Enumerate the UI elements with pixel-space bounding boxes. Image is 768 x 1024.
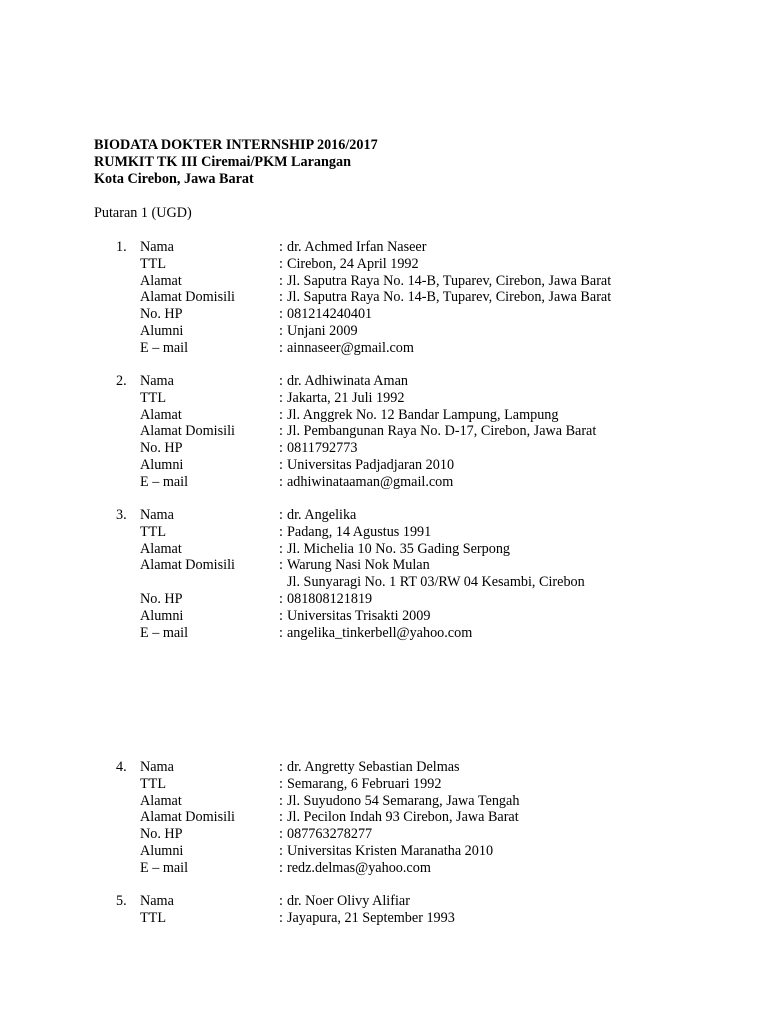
field-label: TTL	[140, 255, 166, 272]
row-nama	[0, 893, 768, 910]
colon: :	[279, 423, 283, 440]
field-value: Jakarta, 21 Juli 1992	[287, 389, 405, 406]
field-label: Nama	[140, 893, 174, 909]
field-value: Semarang, 6 Februari 1992	[287, 775, 442, 792]
colon: :	[279, 523, 283, 540]
colon: :	[279, 289, 283, 306]
colon: :	[279, 624, 283, 641]
field-label: Nama	[140, 239, 174, 255]
row-ttl	[0, 910, 768, 927]
field-label: Alamat	[140, 272, 182, 289]
row-alamat	[0, 407, 768, 424]
colon: :	[279, 322, 283, 339]
field-label: Alumni	[140, 456, 184, 473]
row-no-hp	[0, 591, 768, 608]
field-value: Jl. Pembangunan Raya No. D-17, Cirebon, Jawa Barat	[287, 423, 597, 440]
field-value: Jl. Michelia 10 No. 35 Gading Serpong	[287, 540, 511, 557]
field-label: Alamat Domisili	[140, 557, 235, 574]
row-alamat	[0, 541, 768, 558]
field-value: 081214240401	[287, 306, 373, 323]
doctor-entry-2	[0, 373, 768, 491]
field-label: E – mail	[140, 339, 189, 356]
colon: :	[279, 893, 283, 909]
field-label: Alamat	[140, 540, 182, 557]
entry-number: 1.	[116, 239, 127, 255]
field-value: Universitas Padjadjaran 2010	[287, 456, 455, 473]
row-no-hp	[0, 306, 768, 323]
field-label: No. HP	[140, 306, 183, 323]
field-value: Jl. Pecilon Indah 93 Cirebon, Jawa Barat	[287, 809, 519, 826]
field-label: Nama	[140, 759, 174, 775]
field-label: TTL	[140, 909, 166, 926]
field-value: Universitas Trisakti 2009	[287, 607, 431, 624]
field-value: Jayapura, 21 September 1993	[287, 909, 455, 926]
field-label: No. HP	[140, 826, 183, 843]
field-value: Jl. Anggrek No. 12 Bandar Lampung, Lampung	[287, 406, 559, 423]
colon: :	[279, 373, 283, 389]
title-line-2: RUMKIT TK III Ciremai/PKM Larangan	[94, 153, 351, 170]
colon: :	[279, 590, 283, 607]
field-value: dr. Adhiwinata Aman	[287, 373, 408, 389]
colon: :	[279, 607, 283, 624]
row-email	[0, 474, 768, 491]
colon: :	[279, 792, 283, 809]
row-no-hp	[0, 826, 768, 843]
colon: :	[279, 842, 283, 859]
row-alumni	[0, 608, 768, 625]
colon: :	[279, 809, 283, 826]
field-label: No. HP	[140, 440, 183, 457]
row-alamat-domisili	[0, 557, 768, 574]
field-value: Jl. Saputra Raya No. 14-B, Tuparev, Cirebon, Jawa Barat	[287, 289, 612, 306]
field-value: Warung Nasi Nok Mulan	[287, 557, 430, 574]
row-ttl	[0, 390, 768, 407]
field-value: redz.delmas@yahoo.com	[287, 859, 431, 876]
colon: :	[279, 389, 283, 406]
doctor-entry-4	[0, 759, 768, 877]
colon: :	[279, 239, 283, 255]
row-ttl	[0, 776, 768, 793]
field-label: Alumni	[140, 322, 184, 339]
field-label: E – mail	[140, 859, 189, 876]
field-value: ainnaseer@gmail.com	[287, 339, 414, 356]
colon: :	[279, 775, 283, 792]
field-value: 0811792773	[287, 440, 358, 457]
doctor-entry-1	[0, 239, 768, 357]
row-alamat	[0, 793, 768, 810]
field-label: Alumni	[140, 607, 184, 624]
colon: :	[279, 557, 283, 574]
row-alamat-domisili	[0, 289, 768, 306]
entry-number: 5.	[116, 893, 127, 909]
field-value: Padang, 14 Agustus 1991	[287, 523, 432, 540]
title-line-3: Kota Cirebon, Jawa Barat	[94, 170, 254, 187]
doctor-entry-3	[0, 507, 768, 641]
row-alamat-domisili	[0, 809, 768, 826]
field-value: 081808121819	[287, 590, 373, 607]
field-label: TTL	[140, 775, 166, 792]
field-label: Nama	[140, 507, 174, 523]
rotation-heading: Putaran 1 (UGD)	[94, 205, 192, 221]
field-label: Alamat Domisili	[140, 423, 235, 440]
colon: :	[279, 540, 283, 557]
entry-number: 2.	[116, 373, 127, 389]
field-label: Alamat	[140, 792, 182, 809]
field-label: Nama	[140, 373, 174, 389]
field-label: E – mail	[140, 624, 189, 641]
field-label: No. HP	[140, 590, 183, 607]
row-nama	[0, 507, 768, 524]
row-alamat-domisili	[0, 423, 768, 440]
row-ttl	[0, 256, 768, 273]
field-value: adhiwinataaman@gmail.com	[287, 473, 454, 490]
field-value: dr. Noer Olivy Alifiar	[287, 893, 410, 909]
field-label: Alamat Domisili	[140, 289, 235, 306]
field-value: dr. Angelika	[287, 507, 357, 523]
field-label: E – mail	[140, 473, 189, 490]
colon: :	[279, 507, 283, 523]
title-line-1: BIODATA DOKTER INTERNSHIP 2016/2017	[94, 137, 378, 153]
colon: :	[279, 909, 283, 926]
field-value: Jl. Sunyaragi No. 1 RT 03/RW 04 Kesambi, Cirebon	[287, 574, 585, 591]
row-alumni	[0, 323, 768, 340]
row-nama	[0, 759, 768, 776]
field-label: Alamat Domisili	[140, 809, 235, 826]
entry-number: 4.	[116, 759, 127, 775]
colon: :	[279, 272, 283, 289]
row-email	[0, 340, 768, 357]
row-alamat-domisili-continued	[0, 574, 768, 591]
field-label: Alumni	[140, 842, 184, 859]
row-email	[0, 625, 768, 642]
field-value: Unjani 2009	[287, 322, 358, 339]
field-value: dr. Achmed Irfan Naseer	[287, 239, 427, 255]
colon: :	[279, 859, 283, 876]
row-no-hp	[0, 440, 768, 457]
colon: :	[279, 339, 283, 356]
row-alumni	[0, 843, 768, 860]
colon: :	[279, 440, 283, 457]
row-nama	[0, 373, 768, 390]
document-title	[94, 137, 378, 187]
row-alamat	[0, 273, 768, 290]
row-nama	[0, 239, 768, 256]
field-label: TTL	[140, 389, 166, 406]
field-value: Universitas Kristen Maranatha 2010	[287, 842, 494, 859]
colon: :	[279, 826, 283, 843]
entry-number: 3.	[116, 507, 127, 523]
doctor-entry-5	[0, 893, 768, 927]
field-value: Cirebon, 24 April 1992	[287, 255, 419, 272]
field-value: angelika_tinkerbell@yahoo.com	[287, 624, 473, 641]
field-label: TTL	[140, 523, 166, 540]
field-value: Jl. Saputra Raya No. 14-B, Tuparev, Cirebon, Jawa Barat	[287, 272, 612, 289]
field-value: dr. Angretty Sebastian Delmas	[287, 759, 460, 775]
colon: :	[279, 306, 283, 323]
field-value: Jl. Suyudono 54 Semarang, Jawa Tengah	[287, 792, 520, 809]
row-ttl	[0, 524, 768, 541]
row-email	[0, 860, 768, 877]
row-alumni	[0, 457, 768, 474]
field-value: 087763278277	[287, 826, 373, 843]
field-label: Alamat	[140, 406, 182, 423]
colon: :	[279, 255, 283, 272]
colon: :	[279, 759, 283, 775]
colon: :	[279, 473, 283, 490]
colon: :	[279, 456, 283, 473]
colon: :	[279, 406, 283, 423]
